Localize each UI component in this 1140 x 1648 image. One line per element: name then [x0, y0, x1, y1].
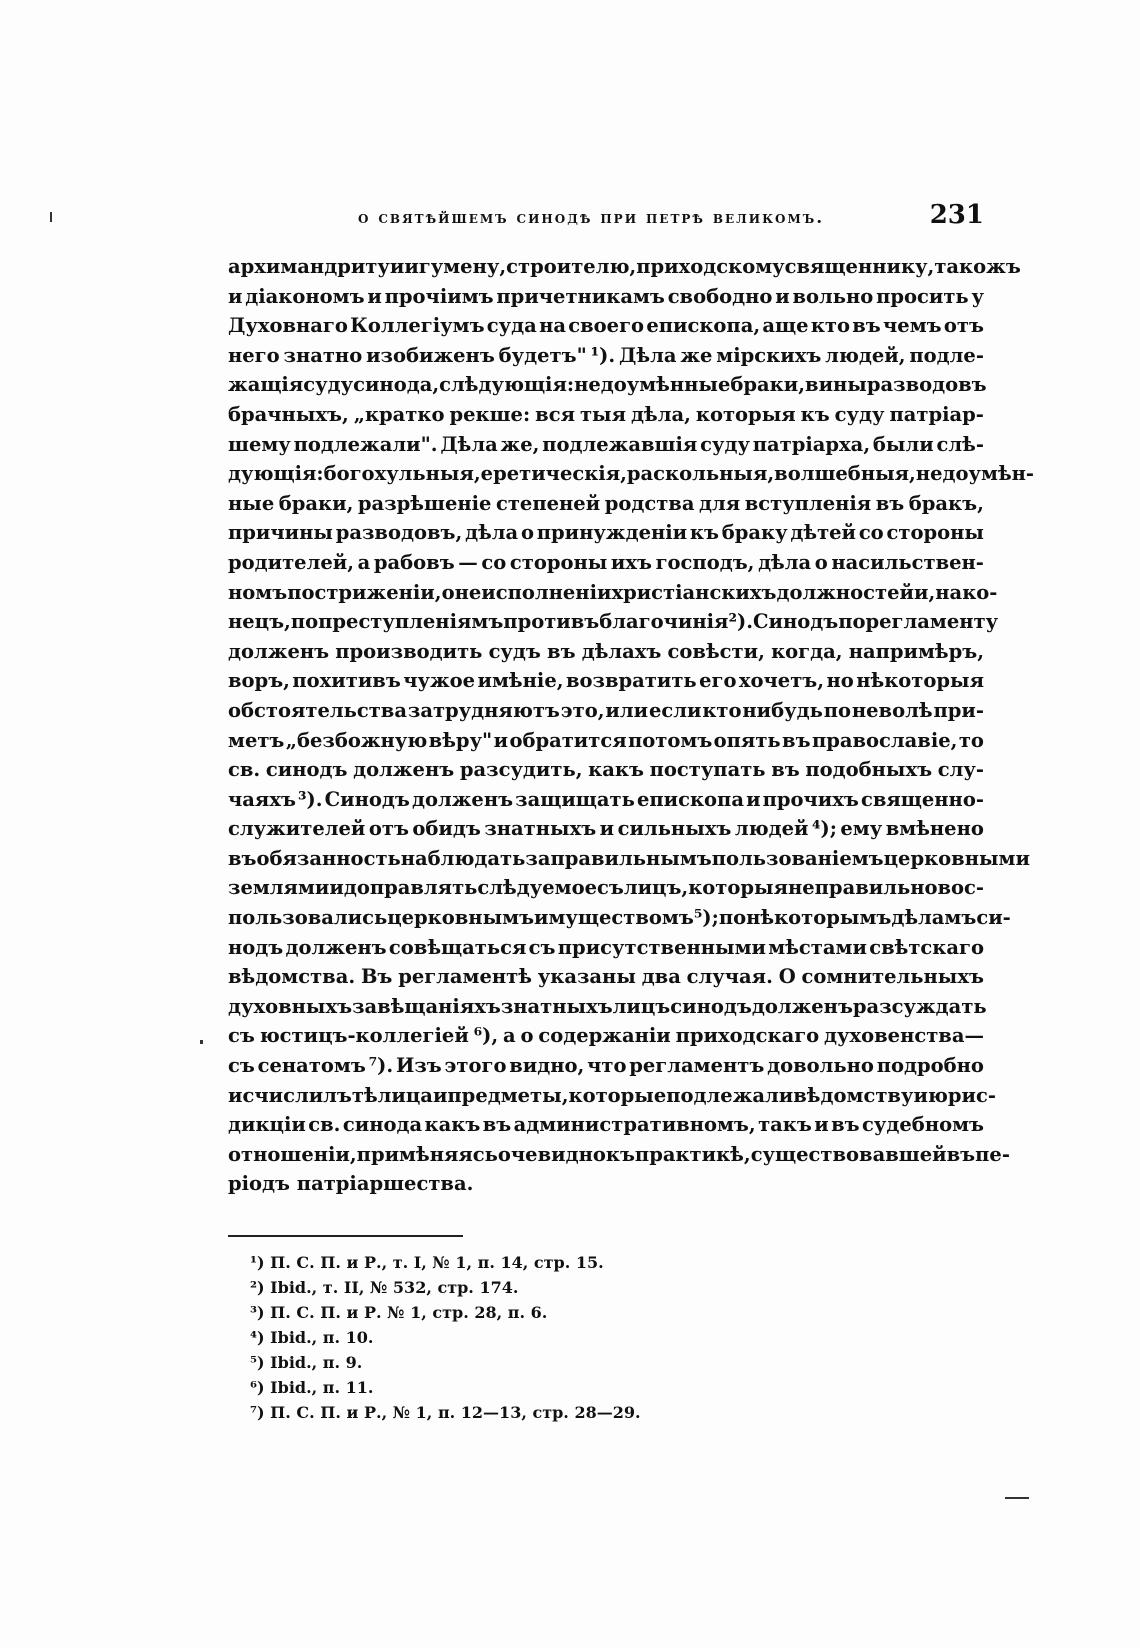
body-line: св. синодъ долженъ разсудить, какъ поступать въ подобныхъ слу-	[228, 758, 984, 782]
body-line: него знатно изобиженъ будетъ" ¹). Дѣла же мірскихъ людей, подле-	[228, 343, 984, 367]
body-line: Духовнаго Коллегіумъ суда на своего епископа, аще кто въ чемъ отъ	[228, 314, 984, 338]
page-number: 231	[929, 200, 984, 230]
body-line: отношеніи, примѣняясь очевидно къ практикѣ, существовавшей въ пе-	[228, 1142, 1010, 1166]
body-line: брачныхъ, „кратко рекше: вся тыя дѣла, которыя къ суду патріар-	[228, 402, 984, 426]
body-line: дующія: богохульныя, еретическія, раскольныя, волшебныя, недоумѣн-	[228, 462, 1035, 486]
footnote: ⁶) Ibid., п. 11.	[250, 1378, 374, 1397]
body-line: чаяхъ ³). Синодъ долженъ защищать епископа и прочихъ священно-	[228, 787, 984, 811]
footnote: ³) П. С. П. и Р. № 1, стр. 28, п. 6.	[250, 1303, 548, 1322]
footnote: ²) Ibid., т. II, № 532, стр. 174.	[250, 1278, 519, 1297]
body-line: вѣдомства. Въ регламентѣ указаны два случая. О сомнительныхъ	[228, 965, 984, 989]
body-line: духовныхъ завѣщаніяхъ знатныхъ лицъ синодъ долженъ разсуждать	[228, 994, 987, 1018]
footnote-divider	[228, 1235, 463, 1237]
footnote: ¹) П. С. П. и Р., т. I, № 1, п. 14, стр. 15.	[250, 1253, 604, 1272]
body-line: съ сенатомъ ⁷). Изъ этого видно, что регламентъ довольно подробно	[228, 1054, 984, 1078]
body-line: нецъ, по преступленіямъ противъ благочинія ²). Синодъ по регламенту	[228, 610, 999, 634]
body-line: нодъ долженъ совѣщаться съ присутственными мѣстами свѣтскаго	[228, 935, 984, 959]
body-line: въ обязанность наблюдать за правильнымъ пользованіемъ церковными	[228, 846, 1030, 870]
body-line: землями и доправлять слѣдуемое съ лицъ, которыя неправильно вос-	[228, 876, 985, 900]
footnote: ⁵) Ibid., п. 9.	[250, 1353, 363, 1372]
body-line: и діакономъ и прочіимъ причетникамъ свободно и вольно просить у	[228, 284, 984, 308]
scan-mark-left-top	[50, 212, 52, 222]
body-line: номъ постриженіи, о неисполненіи христіанскихъ должностей и, нако-	[228, 580, 998, 604]
scan-mark-left-mid	[200, 1040, 203, 1044]
body-line: ріодъ патріаршества.	[228, 1172, 474, 1196]
footnotes	[250, 1250, 950, 1425]
page-header	[228, 200, 984, 234]
body-line: обстоятельства затрудняютъ это, или если кто нибудь по неволѣ при-	[228, 698, 984, 722]
body-line: служителей отъ обидъ знатныхъ и сильныхъ людей ⁴); ему вмѣнено	[228, 817, 984, 841]
body-line: дикціи св. синода какъ въ административномъ, такъ и въ судебномъ	[228, 1113, 984, 1137]
body-line: долженъ производить судъ въ дѣлахъ совѣсти, когда, напримѣръ,	[228, 639, 984, 663]
body-line: причины разводовъ, дѣла о принужденіи къ браку дѣтей со стороны	[228, 521, 984, 545]
body-line: архимандриту и игумену, строителю, приходскому священнику, такожъ	[228, 255, 1021, 278]
footnote: ⁴) Ibid., п. 10.	[250, 1328, 374, 1347]
body-line: ные браки, разрѣшеніе степеней родства для вступленія въ бракъ,	[228, 491, 984, 515]
footnote: ⁷) П. С. П. и Р., № 1, п. 12—13, стр. 28—29.	[250, 1403, 641, 1422]
body-line: съ юстицъ-коллегіей ⁶), а о содержаніи приходскаго духовенства—	[228, 1024, 984, 1048]
body-line: родителей, а рабовъ — со стороны ихъ господъ, дѣла о насильствен-	[228, 550, 984, 574]
body-line: пользовались церковнымъ имуществомъ ⁵); по нѣкоторымъ дѣламъ си-	[228, 906, 1011, 930]
body-line: исчислилъ тѣ лица и предметы, которые подлежали вѣдомству и юрис-	[228, 1083, 996, 1107]
body-line: шему подлежали". Дѣла же, подлежавшія суду патріарха, были слѣ-	[228, 432, 984, 456]
body-line: воръ, похитивъ чужое имѣніе, возвратить его хочетъ, но нѣкоторыя	[228, 669, 984, 693]
body-line: метъ „безбожную вѣру" и обратится потомъ опять въ православіе, то	[228, 728, 984, 752]
body-line: жащія суду синода, слѣдующія: недоумѣнные браки, вины разводовъ	[228, 373, 987, 397]
body-text	[228, 252, 1035, 1199]
scan-mark-right-bottom	[1005, 1497, 1029, 1499]
running-title: о святѣйшемъ синодѣ при петрѣ великомъ.	[358, 208, 825, 228]
